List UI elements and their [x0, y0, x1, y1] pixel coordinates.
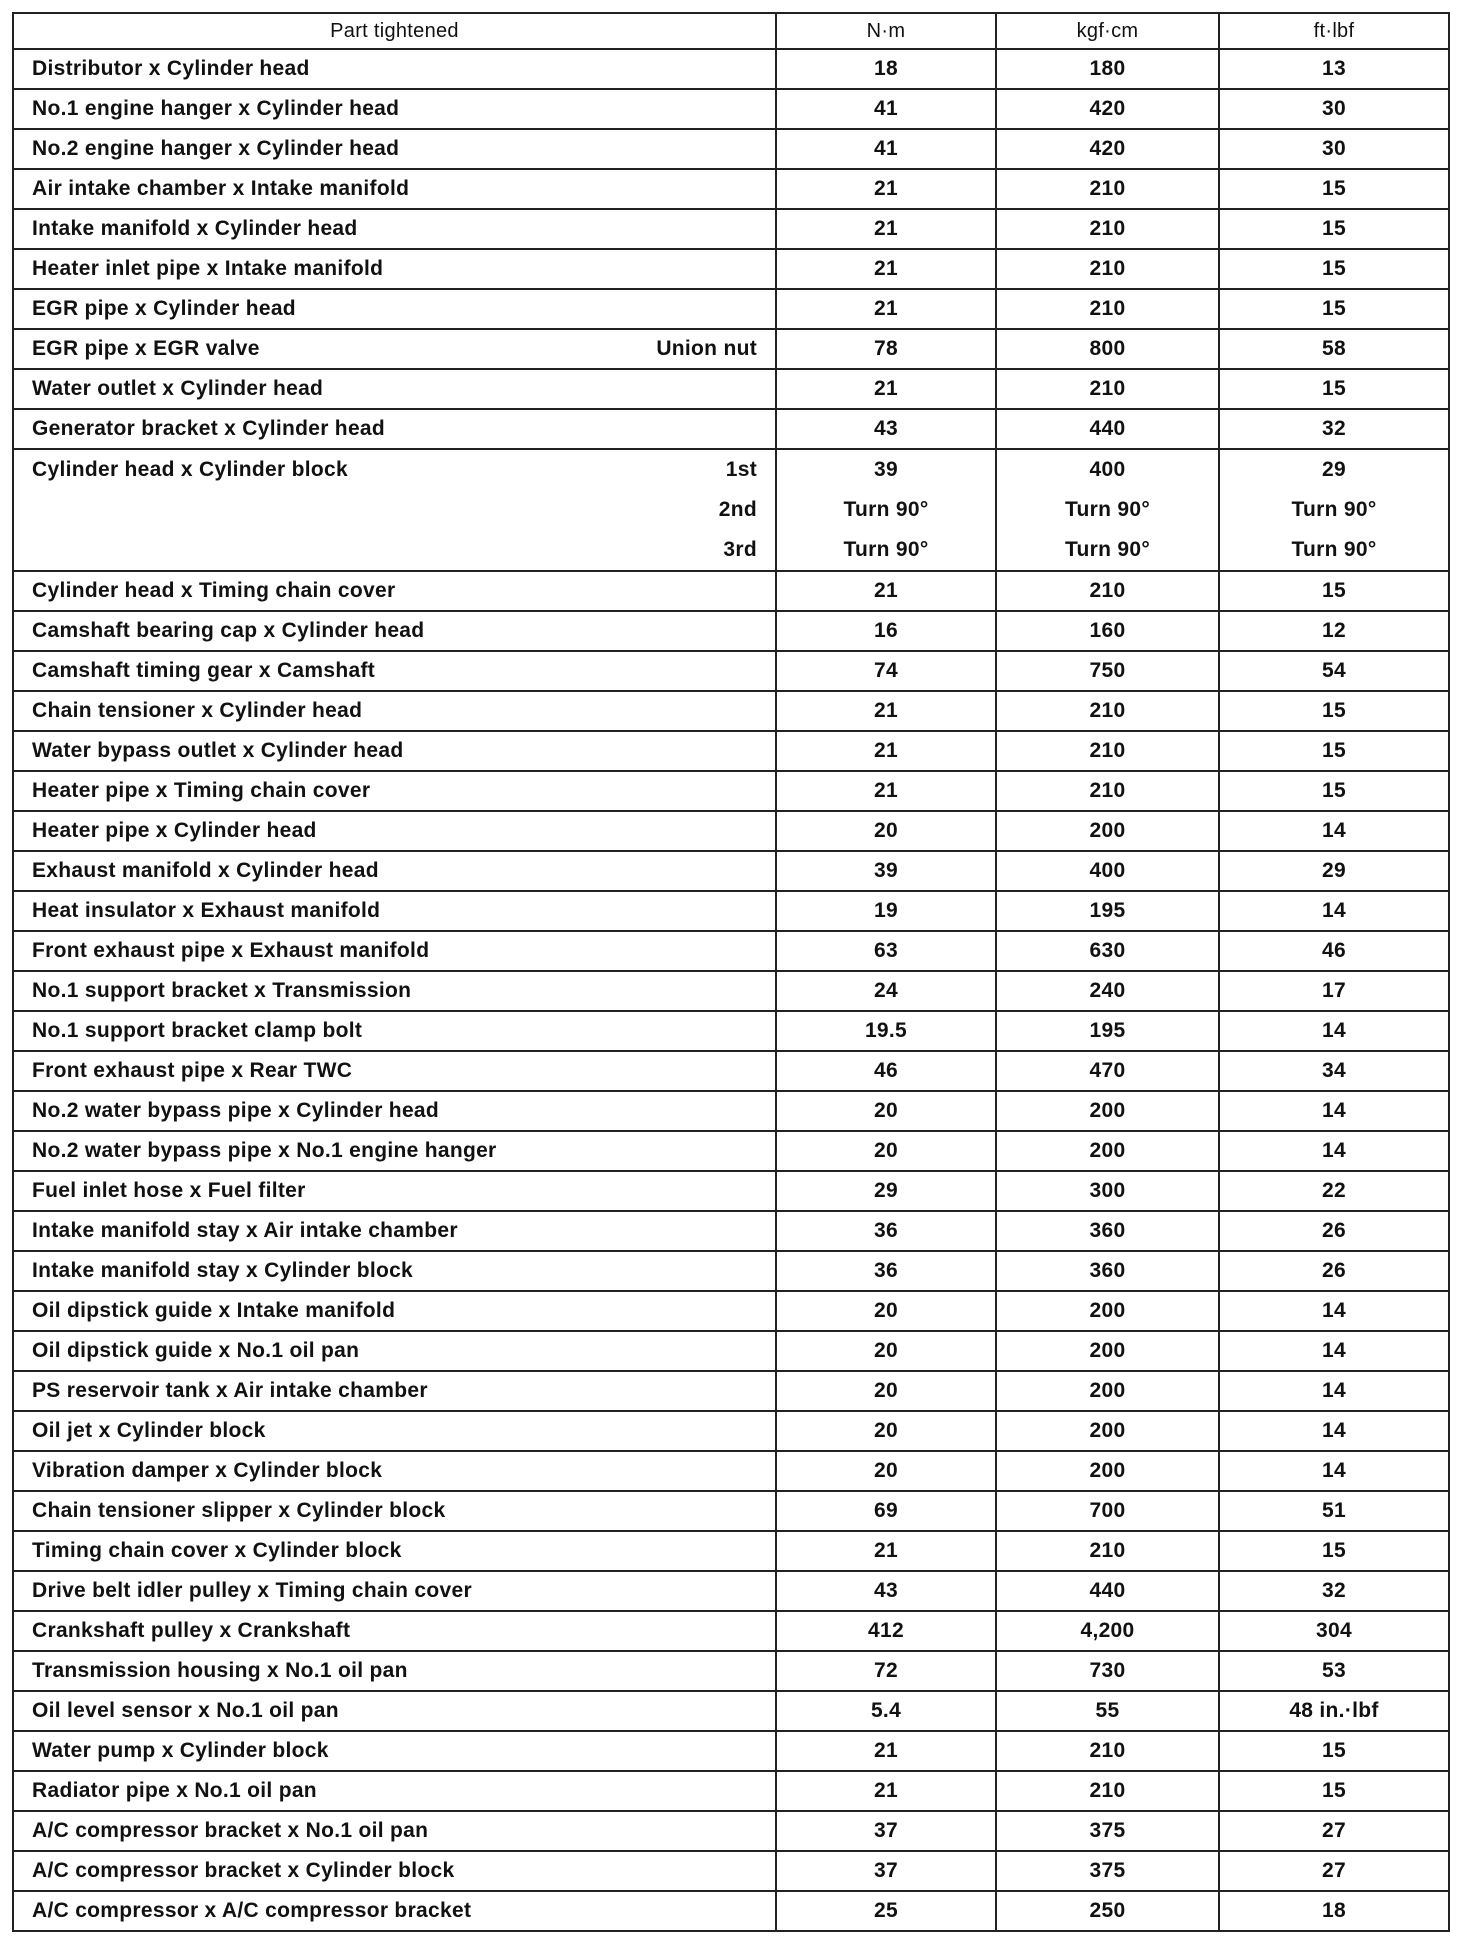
- table-row: [13, 89, 1449, 129]
- part-name: No.2 engine hanger x Cylinder head: [32, 137, 400, 160]
- ft-cell: 48 in.·lbf: [1219, 1691, 1449, 1731]
- table-row: [13, 289, 1449, 329]
- nm-cell: 24: [776, 971, 996, 1011]
- nm-cell: 21: [776, 209, 996, 249]
- part-name: A/C compressor bracket x Cylinder block: [32, 1859, 455, 1882]
- header-nm: N·m: [776, 13, 996, 49]
- part-name: Exhaust manifold x Cylinder head: [32, 859, 379, 882]
- kgf-cell: 360: [996, 1251, 1219, 1291]
- kgf-cell: 195: [996, 1011, 1219, 1051]
- part-cell: [13, 1251, 776, 1291]
- table-row: [13, 1011, 1449, 1051]
- ft-cell: 14: [1219, 1331, 1449, 1371]
- part-name: Heater pipe x Timing chain cover: [32, 779, 371, 802]
- table-row: [13, 1531, 1449, 1571]
- part-name: Cylinder head x Timing chain cover: [32, 579, 396, 602]
- kgf-cell: 440: [996, 1571, 1219, 1611]
- ft-cell: 26: [1219, 1211, 1449, 1251]
- kgf-cell: 300: [996, 1171, 1219, 1211]
- ft-cell: 14: [1219, 811, 1449, 851]
- table-row: [13, 731, 1449, 771]
- part-name: Camshaft bearing cap x Cylinder head: [32, 619, 425, 642]
- table-row: [13, 891, 1449, 931]
- kgf-cell: 200: [996, 811, 1219, 851]
- part-cell: [13, 1851, 776, 1891]
- part-cell: [13, 409, 776, 449]
- kgf-cell: 55: [996, 1691, 1219, 1731]
- step-label: 2nd: [718, 498, 757, 521]
- kgf-cell: 250: [996, 1891, 1219, 1931]
- ft-cell: 14: [1219, 1451, 1449, 1491]
- kgf-cell: 750: [996, 651, 1219, 691]
- table-row: [13, 329, 1449, 369]
- nm-cell: 21: [776, 691, 996, 731]
- part-cell: [13, 1011, 776, 1051]
- table-row: [13, 49, 1449, 89]
- ft-cell: 15: [1219, 249, 1449, 289]
- header-part-tightened: Part tightened: [13, 13, 776, 49]
- nm-cell: 20: [776, 1451, 996, 1491]
- part-cell: [13, 731, 776, 771]
- ft-cell: 34: [1219, 1051, 1449, 1091]
- nm-cell: 25: [776, 1891, 996, 1931]
- part-name: No.2 water bypass pipe x No.1 engine hanger: [32, 1139, 497, 1162]
- part-name: Fuel inlet hose x Fuel filter: [32, 1179, 306, 1202]
- ft-cell: 13: [1219, 49, 1449, 89]
- ft-cell: 15: [1219, 289, 1449, 329]
- table-row: [13, 611, 1449, 651]
- part-cell: [13, 611, 776, 651]
- nm-cell: 21: [776, 369, 996, 409]
- kgf-step-value: 400: [1089, 458, 1126, 481]
- ft-cell: 15: [1219, 369, 1449, 409]
- part-cell: [13, 1571, 776, 1611]
- ft-cell: 17: [1219, 971, 1449, 1011]
- ft-cell: 27: [1219, 1811, 1449, 1851]
- part-cell: [13, 1411, 776, 1451]
- part-name: PS reservoir tank x Air intake chamber: [32, 1379, 428, 1402]
- kgf-cell: 210: [996, 369, 1219, 409]
- part-cell: [13, 1891, 776, 1931]
- step-line: [32, 450, 765, 490]
- kgf-cell: 195: [996, 891, 1219, 931]
- part-cell: [13, 1731, 776, 1771]
- nm-cell: 21: [776, 169, 996, 209]
- table-row: [13, 1211, 1449, 1251]
- table-row: [13, 691, 1449, 731]
- part-name: Cylinder head x Cylinder block: [32, 458, 348, 481]
- kgf-cell: 210: [996, 571, 1219, 611]
- table-row: [13, 1171, 1449, 1211]
- nm-cell: 20: [776, 1331, 996, 1371]
- table-row: [13, 1411, 1449, 1451]
- ft-cell: 46: [1219, 931, 1449, 971]
- step-label: 1st: [725, 458, 757, 481]
- part-cell: [13, 1451, 776, 1491]
- nm-cell: 19.5: [776, 1011, 996, 1051]
- ft-cell: 304: [1219, 1611, 1449, 1651]
- table-row: [13, 169, 1449, 209]
- kgf-cell: 200: [996, 1411, 1219, 1451]
- table-row: [13, 1291, 1449, 1331]
- table-row: [13, 851, 1449, 891]
- part-name: Intake manifold x Cylinder head: [32, 217, 358, 240]
- nm-cell: 36: [776, 1251, 996, 1291]
- part-cell: [13, 971, 776, 1011]
- ft-cell: 14: [1219, 891, 1449, 931]
- kgf-cell: 210: [996, 169, 1219, 209]
- kgf-cell: 210: [996, 691, 1219, 731]
- part-cell: [13, 249, 776, 289]
- table-row: [13, 1491, 1449, 1531]
- part-name: Chain tensioner x Cylinder head: [32, 699, 363, 722]
- part-name: Intake manifold stay x Air intake chamber: [32, 1219, 458, 1242]
- kgf-cell: 210: [996, 1731, 1219, 1771]
- part-cell: [13, 691, 776, 731]
- kgf-cell: 210: [996, 731, 1219, 771]
- ft-cell: 58: [1219, 329, 1449, 369]
- kgf-cell: 210: [996, 1531, 1219, 1571]
- table-row: [13, 1691, 1449, 1731]
- nm-cell: 29: [776, 1171, 996, 1211]
- ft-cell: 15: [1219, 169, 1449, 209]
- ft-cell: 14: [1219, 1411, 1449, 1451]
- ft-cell: 14: [1219, 1131, 1449, 1171]
- ft-step-value: Turn 90°: [1291, 498, 1377, 521]
- part-cell: [13, 811, 776, 851]
- kgf-cell: 700: [996, 1491, 1219, 1531]
- ft-cell: 51: [1219, 1491, 1449, 1531]
- part-note: Union nut: [656, 337, 757, 360]
- ft-cell: 15: [1219, 731, 1449, 771]
- nm-cell: 20: [776, 1091, 996, 1131]
- nm-cell: 21: [776, 731, 996, 771]
- ft-cell: 15: [1219, 771, 1449, 811]
- part-name: EGR pipe x EGR valve: [32, 337, 260, 360]
- nm-cell: 41: [776, 129, 996, 169]
- part-cell: [13, 329, 776, 369]
- table-row: [13, 811, 1449, 851]
- kgf-cell: 200: [996, 1371, 1219, 1411]
- ft-cell: 14: [1219, 1091, 1449, 1131]
- table-row: [13, 1331, 1449, 1371]
- nm-step-value: Turn 90°: [843, 498, 929, 521]
- part-cell: [13, 89, 776, 129]
- nm-cell: 37: [776, 1851, 996, 1891]
- part-cell: [13, 369, 776, 409]
- table-row: [13, 1651, 1449, 1691]
- kgf-cell: 630: [996, 931, 1219, 971]
- nm-cell: 20: [776, 1371, 996, 1411]
- part-name: Oil level sensor x No.1 oil pan: [32, 1699, 339, 1722]
- part-name: A/C compressor bracket x No.1 oil pan: [32, 1819, 429, 1842]
- ft-cell: 30: [1219, 89, 1449, 129]
- nm-cell: 412: [776, 1611, 996, 1651]
- table-body: [13, 49, 1449, 1931]
- ft-cell: 14: [1219, 1371, 1449, 1411]
- part-name: Transmission housing x No.1 oil pan: [32, 1659, 408, 1682]
- part-cell: [13, 1371, 776, 1411]
- table-row: [13, 771, 1449, 811]
- part-name: Front exhaust pipe x Rear TWC: [32, 1059, 353, 1082]
- table-row: [13, 129, 1449, 169]
- part-name: Heater pipe x Cylinder head: [32, 819, 317, 842]
- ft-step-value: Turn 90°: [1291, 538, 1377, 561]
- nm-cell: 5.4: [776, 1691, 996, 1731]
- table-header: [13, 13, 1449, 49]
- nm-cell: 39: [776, 851, 996, 891]
- part-name: Oil dipstick guide x No.1 oil pan: [32, 1339, 360, 1362]
- ft-cell: 32: [1219, 409, 1449, 449]
- header-kgf-cm: kgf·cm: [996, 13, 1219, 49]
- nm-step-value: Turn 90°: [843, 538, 929, 561]
- table-row: [13, 1451, 1449, 1491]
- table-row: [13, 571, 1449, 611]
- nm-cell: 43: [776, 1571, 996, 1611]
- part-name: EGR pipe x Cylinder head: [32, 297, 296, 320]
- step-line: [32, 530, 765, 570]
- ft-cell: 15: [1219, 209, 1449, 249]
- nm-cell: 21: [776, 1771, 996, 1811]
- ft-cell: 53: [1219, 1651, 1449, 1691]
- part-cell: [13, 49, 776, 89]
- nm-cell: 21: [776, 1731, 996, 1771]
- ft-cell: 14: [1219, 1291, 1449, 1331]
- kgf-cell: 210: [996, 289, 1219, 329]
- nm-cell: 21: [776, 1531, 996, 1571]
- nm-cell: 69: [776, 1491, 996, 1531]
- table-row: [13, 1571, 1449, 1611]
- kgf-cell: 440: [996, 409, 1219, 449]
- nm-cell: 18: [776, 49, 996, 89]
- nm-cell: 20: [776, 1411, 996, 1451]
- part-cell: [13, 209, 776, 249]
- nm-cell: 36: [776, 1211, 996, 1251]
- nm-cell: 74: [776, 651, 996, 691]
- nm-cell: 21: [776, 571, 996, 611]
- step-line: [32, 490, 765, 530]
- part-name: Water pump x Cylinder block: [32, 1739, 329, 1762]
- kgf-cell: 160: [996, 611, 1219, 651]
- kgf-cell: 470: [996, 1051, 1219, 1091]
- ft-cell: 30: [1219, 129, 1449, 169]
- kgf-cell: 420: [996, 89, 1219, 129]
- part-name: Heater inlet pipe x Intake manifold: [32, 257, 384, 280]
- part-name: Air intake chamber x Intake manifold: [32, 177, 410, 200]
- part-name: No.2 water bypass pipe x Cylinder head: [32, 1099, 440, 1122]
- nm-step-value: 39: [874, 458, 898, 481]
- part-cell: [13, 771, 776, 811]
- part-cell: [13, 1091, 776, 1131]
- kgf-cell: 210: [996, 249, 1219, 289]
- part-name: Intake manifold stay x Cylinder block: [32, 1259, 414, 1282]
- table-row: [13, 249, 1449, 289]
- part-cell: [13, 931, 776, 971]
- nm-cell: 72: [776, 1651, 996, 1691]
- part-cell: [13, 651, 776, 691]
- part-cell: [13, 1291, 776, 1331]
- table-row: [13, 1771, 1449, 1811]
- table-row: [13, 1811, 1449, 1851]
- part-name: Crankshaft pulley x Crankshaft: [32, 1619, 351, 1642]
- table-row: [13, 369, 1449, 409]
- part-cell: [13, 449, 776, 571]
- nm-cell: 63: [776, 931, 996, 971]
- header-ft-lbf: ft·lbf: [1219, 13, 1449, 49]
- header-row: [13, 13, 1449, 49]
- table-row: [13, 409, 1449, 449]
- part-name: No.1 engine hanger x Cylinder head: [32, 97, 400, 120]
- part-name: No.1 support bracket clamp bolt: [32, 1019, 363, 1042]
- part-cell: [13, 1331, 776, 1371]
- table-row: [13, 971, 1449, 1011]
- step-label: 3rd: [723, 538, 757, 561]
- ft-cell: 14: [1219, 1011, 1449, 1051]
- kgf-cell: 420: [996, 129, 1219, 169]
- kgf-cell: 200: [996, 1451, 1219, 1491]
- kgf-cell: 210: [996, 771, 1219, 811]
- part-cell: [13, 289, 776, 329]
- table-row: [13, 209, 1449, 249]
- table-row: [13, 1851, 1449, 1891]
- part-name: No.1 support bracket x Transmission: [32, 979, 412, 1002]
- part-name: Front exhaust pipe x Exhaust manifold: [32, 939, 430, 962]
- kgf-cell: 210: [996, 1771, 1219, 1811]
- nm-cell: 20: [776, 1131, 996, 1171]
- part-name: Radiator pipe x No.1 oil pan: [32, 1779, 317, 1802]
- table-row: [13, 449, 1449, 571]
- part-name: Vibration damper x Cylinder block: [32, 1459, 383, 1482]
- part-cell: [13, 1651, 776, 1691]
- part-cell: [13, 1171, 776, 1211]
- part-name: Oil dipstick guide x Intake manifold: [32, 1299, 396, 1322]
- nm-cell: 78: [776, 329, 996, 369]
- nm-cell: 41: [776, 89, 996, 129]
- ft-cell: 15: [1219, 571, 1449, 611]
- ft-cell: 22: [1219, 1171, 1449, 1211]
- part-cell: [13, 129, 776, 169]
- nm-cell: 20: [776, 811, 996, 851]
- torque-spec-table: [12, 12, 1450, 1932]
- ft-cell: 18: [1219, 1891, 1449, 1931]
- nm-cell: 21: [776, 289, 996, 329]
- part-name: Heat insulator x Exhaust manifold: [32, 899, 381, 922]
- kgf-cell: 800: [996, 329, 1219, 369]
- kgf-cell: 200: [996, 1331, 1219, 1371]
- part-name: Distributor x Cylinder head: [32, 57, 310, 80]
- table-row: [13, 1251, 1449, 1291]
- ft-cell: 27: [1219, 1851, 1449, 1891]
- kgf-cell: [996, 449, 1219, 571]
- part-name: Chain tensioner slipper x Cylinder block: [32, 1499, 446, 1522]
- part-cell: [13, 1611, 776, 1651]
- part-cell: [13, 169, 776, 209]
- nm-cell: 19: [776, 891, 996, 931]
- table-row: [13, 1891, 1449, 1931]
- table-row: [13, 1371, 1449, 1411]
- kgf-cell: 360: [996, 1211, 1219, 1251]
- nm-cell: 43: [776, 409, 996, 449]
- part-cell: [13, 1051, 776, 1091]
- kgf-cell: 200: [996, 1131, 1219, 1171]
- nm-cell: 21: [776, 771, 996, 811]
- kgf-cell: 200: [996, 1291, 1219, 1331]
- nm-cell: 37: [776, 1811, 996, 1851]
- part-cell: [13, 1811, 776, 1851]
- part-cell: [13, 571, 776, 611]
- ft-cell: 54: [1219, 651, 1449, 691]
- ft-cell: 32: [1219, 1571, 1449, 1611]
- kgf-step-value: Turn 90°: [1064, 538, 1151, 561]
- table-row: [13, 1051, 1449, 1091]
- part-name: A/C compressor x A/C compressor bracket: [32, 1899, 472, 1922]
- ft-cell: 26: [1219, 1251, 1449, 1291]
- ft-cell: 15: [1219, 1731, 1449, 1771]
- part-cell: [13, 1491, 776, 1531]
- part-cell: [13, 1771, 776, 1811]
- ft-cell: 15: [1219, 1531, 1449, 1571]
- kgf-cell: 240: [996, 971, 1219, 1011]
- nm-cell: [776, 449, 996, 571]
- ft-step-value: 29: [1322, 458, 1346, 481]
- part-name: Drive belt idler pulley x Timing chain cover: [32, 1579, 472, 1602]
- part-name: Water bypass outlet x Cylinder head: [32, 739, 404, 762]
- ft-cell: 29: [1219, 851, 1449, 891]
- table-row: [13, 1091, 1449, 1131]
- kgf-step-value: Turn 90°: [1064, 498, 1151, 521]
- part-name: Timing chain cover x Cylinder block: [32, 1539, 402, 1562]
- part-name: Oil jet x Cylinder block: [32, 1419, 266, 1442]
- part-cell: [13, 1691, 776, 1731]
- table-row: [13, 1611, 1449, 1651]
- table-row: [13, 1131, 1449, 1171]
- part-cell: [13, 891, 776, 931]
- kgf-cell: 730: [996, 1651, 1219, 1691]
- table-row: [13, 1731, 1449, 1771]
- part-cell: [13, 851, 776, 891]
- ft-cell: 15: [1219, 1771, 1449, 1811]
- part-name: Generator bracket x Cylinder head: [32, 417, 386, 440]
- ft-cell: 15: [1219, 691, 1449, 731]
- nm-cell: 16: [776, 611, 996, 651]
- kgf-cell: 375: [996, 1851, 1219, 1891]
- nm-cell: 21: [776, 249, 996, 289]
- part-cell: [13, 1211, 776, 1251]
- table-row: [13, 931, 1449, 971]
- table-row: [13, 651, 1449, 691]
- kgf-cell: 375: [996, 1811, 1219, 1851]
- part-cell: [13, 1131, 776, 1171]
- kgf-cell: 4,200: [996, 1611, 1219, 1651]
- ft-cell: [1219, 449, 1449, 571]
- part-name: Camshaft timing gear x Camshaft: [32, 659, 376, 682]
- kgf-cell: 400: [996, 851, 1219, 891]
- part-name: Water outlet x Cylinder head: [32, 377, 324, 400]
- kgf-cell: 210: [996, 209, 1219, 249]
- ft-cell: 12: [1219, 611, 1449, 651]
- nm-cell: 20: [776, 1291, 996, 1331]
- kgf-cell: 180: [996, 49, 1219, 89]
- kgf-cell: 200: [996, 1091, 1219, 1131]
- nm-cell: 46: [776, 1051, 996, 1091]
- part-cell: [13, 1531, 776, 1571]
